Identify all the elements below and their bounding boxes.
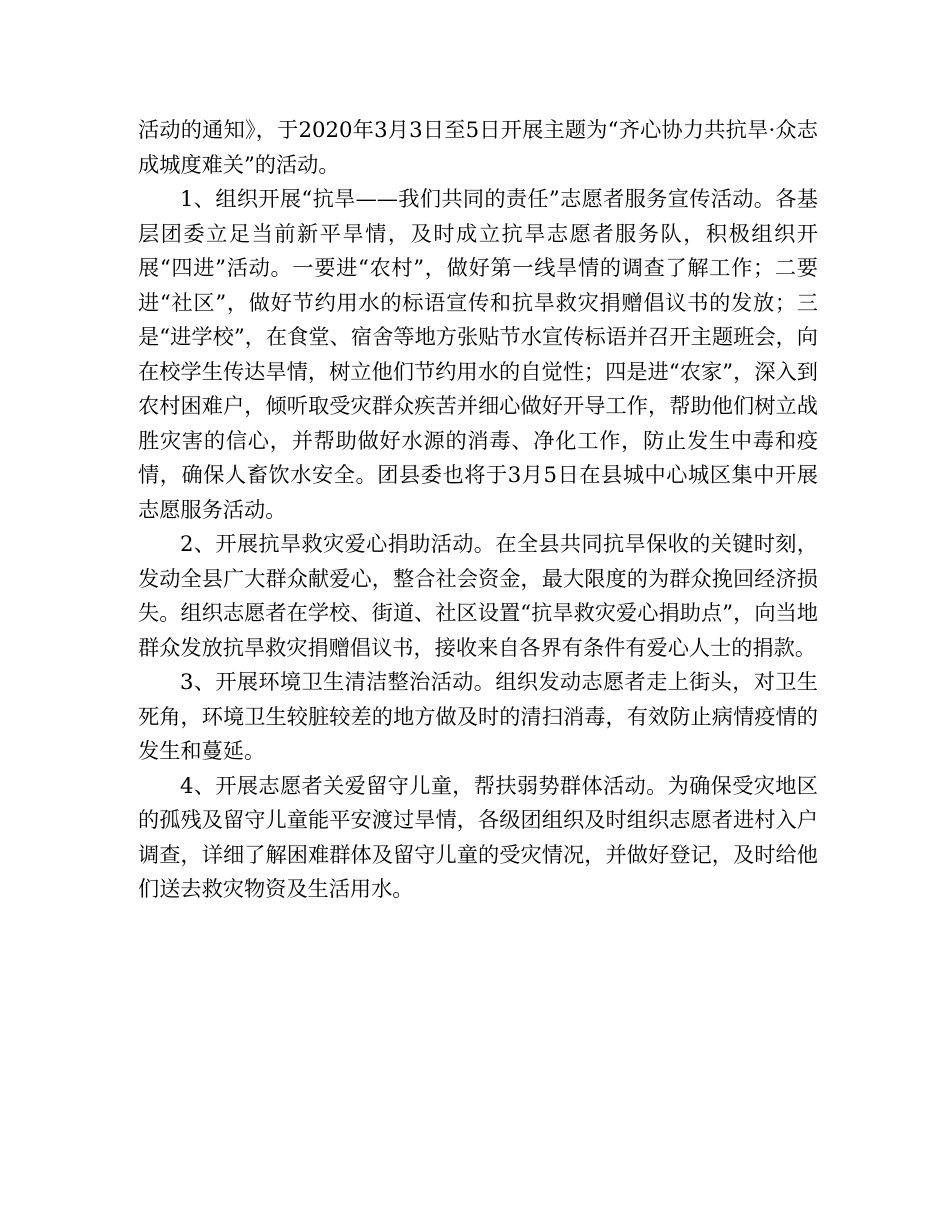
paragraph-item-1: 1、组织开展“抗旱——我们共同的责任”志愿者服务宣传活动。各基层团委立足当前新平旱情，及时成立抗旱志愿者服务队，积极组织开展“四进”活动。一要进“农村”，做好第一线旱情的调查了解工作；二要进“社区”，做好节约用水的标语宣传和抗旱救灾捐赠倡议书的发放；三是“进学校”，在食堂、宿舍等地方张贴节水宣传标语并召开主题班会，向在校学生传达旱情，树立他们节约用水的自觉性；四是进“农家”，深入到农村困难户，倾听取受灾群众疾苦并细心做好开导工作，帮助他们树立战胜灾害的信心，并帮助做好水源的消毒、净化工作，防止发生中毒和疫情，确保人畜饮水安全。团县委也将于3月5日在县城中心城区集中开展志愿服务活动。 xyxy=(138,186,818,522)
paragraph-intro: 活动的通知》，于2020年3月3日至5日开展主题为“齐心协力共抗旱·众志成城度难关”的活动。 xyxy=(138,117,818,177)
paragraph-item-3: 3、开展环境卫生清洁整治活动。组织发动志愿者走上街头，对卫生死角，环境卫生较脏较差的地方做及时的清扫消毒，有效防止病情疫情的发生和蔓延。 xyxy=(138,669,818,763)
document-body xyxy=(138,113,818,907)
paragraph-item-2: 2、开展抗旱救灾爱心捐助活动。在全县共同抗旱保收的关键时刻，发动全县广大群众献爱心，整合社会资金，最大限度的为群众挽回经济损失。组织志愿者在学校、街道、社区设置“抗旱救灾爱心捐助点”，向当地群众发放抗旱救灾捐赠倡议书，接收来自各界有条件有爱心人士的捐款。 xyxy=(138,531,818,660)
paragraph-item-4: 4、开展志愿者关爱留守儿童，帮扶弱势群体活动。为确保受灾地区的孤残及留守儿童能平安渡过旱情，各级团组织及时组织志愿者进村入户调查，详细了解困难群体及留守儿童的受灾情况，并做好登记，及时给他们送去救灾物资及生活用水。 xyxy=(138,772,818,901)
